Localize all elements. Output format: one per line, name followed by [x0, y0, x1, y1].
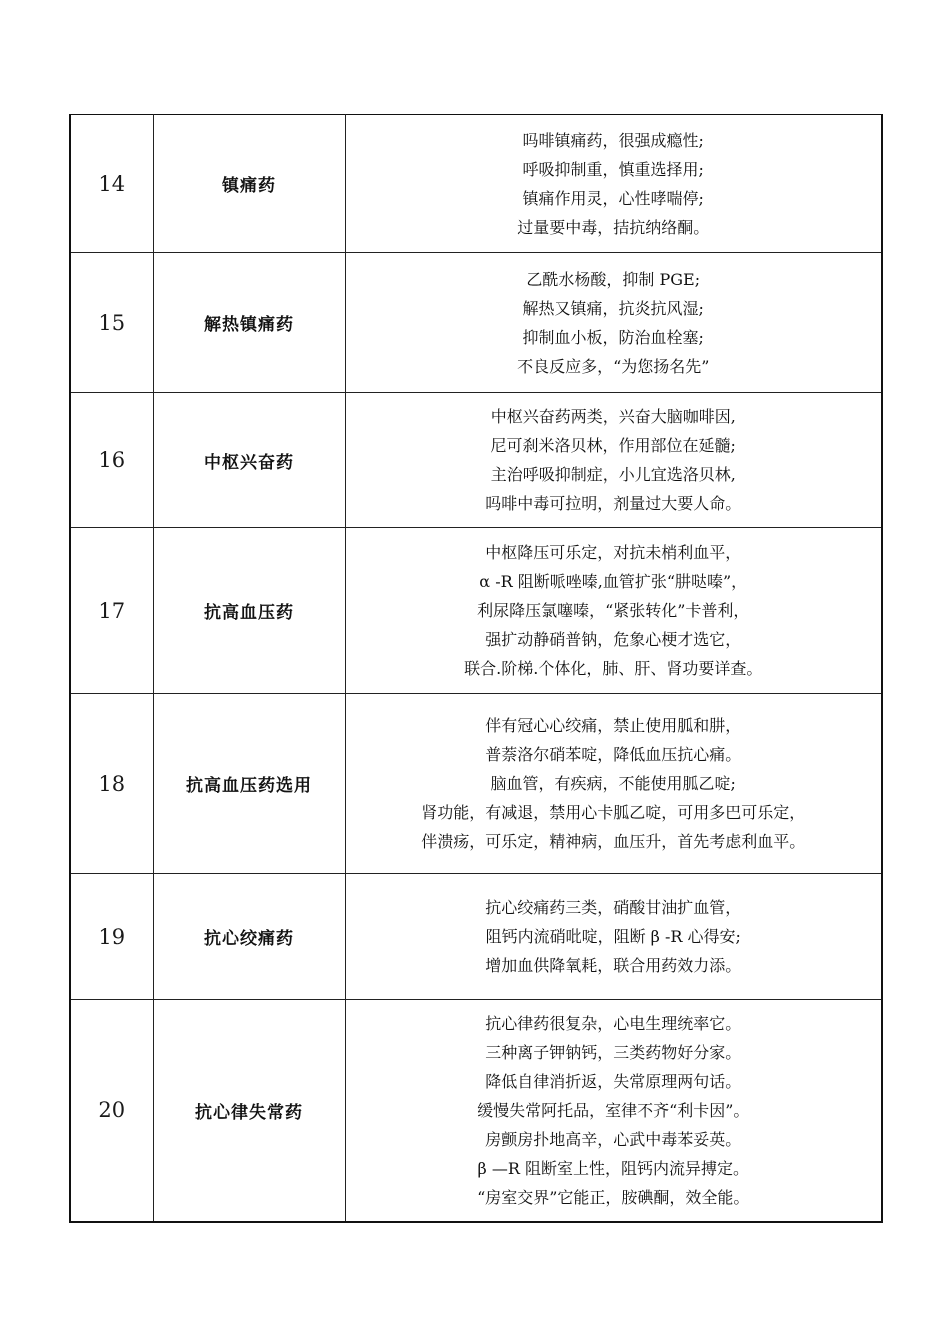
table-row — [70, 528, 882, 694]
row-number: 16 — [70, 393, 153, 528]
verse-line: 脑血管，有疾病，不能使用胍乙啶; — [490, 774, 736, 793]
table-row — [70, 115, 882, 253]
mnemonic-verse — [345, 694, 882, 874]
mnemonic-verse — [345, 393, 882, 528]
verse-line: α -R 阻断哌唑嗪,血管扩张“肼哒嗪”， — [479, 572, 748, 591]
verse-line: “房室交界”它能正，胺碘酮，效全能。 — [477, 1187, 750, 1207]
drug-category: 解热镇痛药 — [153, 253, 345, 393]
row-number: 20 — [70, 1000, 153, 1222]
drug-category: 中枢兴奋药 — [153, 393, 345, 528]
verse-line: 中枢兴奋药两类，兴奋大脑咖啡因, — [490, 407, 736, 426]
verse-line: 降低自律消折返，失常原理两句话。 — [485, 1071, 742, 1091]
table-row — [70, 874, 882, 1000]
mnemonic-verse — [345, 115, 882, 253]
verse-line: 中枢降压可乐定，对抗未梢利血平， — [485, 543, 742, 562]
row-number: 19 — [70, 874, 153, 1000]
verse-line: 强扩动静硝普钠，危象心梗才选它， — [485, 630, 742, 649]
verse-line: 普萘洛尔硝苯啶，降低血压抗心痛。 — [485, 745, 742, 764]
verse-line: 伴有冠心心绞痛，禁止使用胍和肼， — [485, 716, 742, 735]
drug-category: 抗心绞痛药 — [153, 874, 345, 1000]
table-row — [70, 694, 882, 874]
verse-line: 抑制血小板，防治血栓塞; — [522, 327, 704, 347]
verse-line: 吗啡中毒可拉明，剂量过大要人命。 — [485, 494, 742, 513]
verse-line: 乙酰水杨酸，抑制 PGE; — [526, 269, 701, 289]
verse-line: 主治呼吸抑制症，小儿宜选洛贝林, — [490, 465, 736, 484]
row-number: 14 — [70, 115, 153, 253]
verse-line: 三种离子钾钠钙，三类药物好分家。 — [485, 1042, 742, 1062]
drug-category: 抗高血压药选用 — [153, 694, 345, 874]
verse-line: 抗心绞痛药三类，硝酸甘油扩血管， — [485, 898, 742, 917]
verse-line: 呼吸抑制重，慎重选择用; — [522, 159, 704, 179]
verse-line: 房颤房扑地高辛，心武中毒苯妥英。 — [485, 1129, 742, 1149]
table-row — [70, 393, 882, 528]
drug-category: 镇痛药 — [153, 115, 345, 253]
verse-line: β —R 阻断室上性，阻钙内流异搏定。 — [477, 1158, 749, 1178]
drug-category: 抗高血压药 — [153, 528, 345, 694]
verse-line: 缓慢失常阿托品，室律不齐“利卡因”。 — [477, 1100, 750, 1120]
verse-line: 增加血供降氧耗，联合用药效力添。 — [485, 956, 742, 975]
verse-line: 抗心律药很复杂，心电生理统率它。 — [485, 1013, 742, 1033]
pharmacology-mnemonic-table — [69, 114, 883, 1223]
mnemonic-verse — [345, 1000, 882, 1222]
verse-line: 联合.阶梯.个体化，肺、肝、肾功要详查。 — [464, 659, 763, 678]
verse-line: 镇痛作用灵，心性哮喘停; — [522, 188, 704, 208]
verse-line: 不良反应多，“为您扬名先” — [517, 356, 710, 376]
verse-line: 吗啡镇痛药，很强成瘾性; — [522, 130, 704, 150]
verse-line: 利尿降压氯噻嗪，“紧张转化”卡普利， — [477, 601, 750, 620]
mnemonic-verse — [345, 528, 882, 694]
mnemonic-verse — [345, 874, 882, 1000]
table-row — [70, 253, 882, 393]
drug-category: 抗心律失常药 — [153, 1000, 345, 1222]
verse-line: 伴溃疡，可乐定，精神病，血压升，首先考虑利血平。 — [421, 832, 806, 851]
verse-line: 解热又镇痛，抗炎抗风湿; — [522, 298, 704, 318]
table-row — [70, 1000, 882, 1222]
row-number: 18 — [70, 694, 153, 874]
verse-line: 过量要中毒，拮抗纳络酮。 — [517, 217, 710, 237]
mnemonic-verse — [345, 253, 882, 393]
row-number: 17 — [70, 528, 153, 694]
verse-line: 肾功能，有减退，禁用心卡胍乙啶，可用多巴可乐定， — [421, 803, 806, 822]
verse-line: 尼可刹米洛贝林，作用部位在延髓; — [490, 436, 736, 455]
row-number: 15 — [70, 253, 153, 393]
verse-line: 阻钙内流硝吡啶，阻断 β -R 心得安; — [485, 927, 741, 946]
